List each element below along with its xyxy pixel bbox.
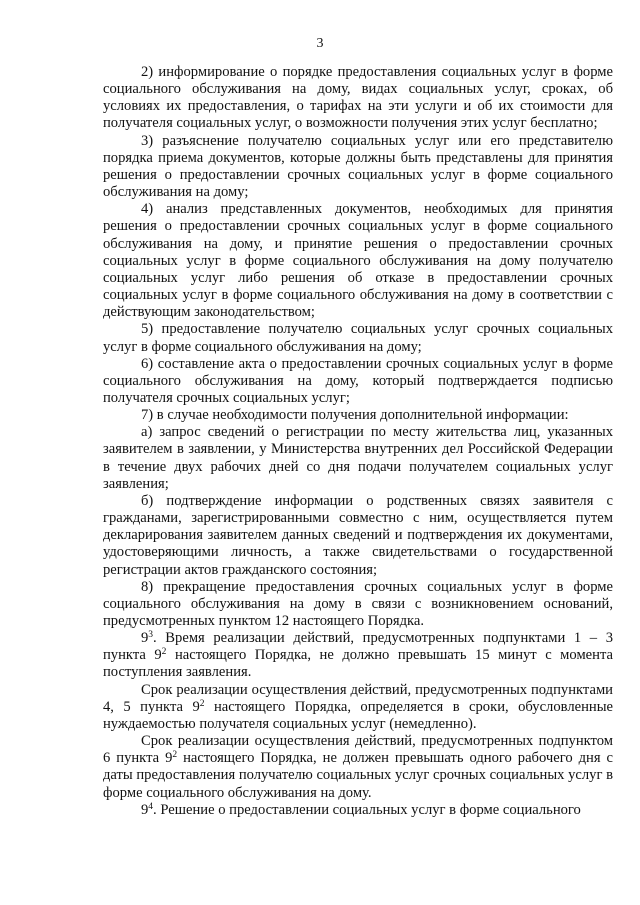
paragraph-term-2 bbox=[103, 733, 613, 802]
clause-superscript: 3 bbox=[148, 630, 154, 641]
page-number: 3 bbox=[316, 36, 324, 51]
paragraph-item-3: 3) разъяснение получателю социальных услуг или его представителю порядка приема документов, которые должны быть представлены для принятия решения о предоставлении срочных социальных услуг в форме социального обслуживания на дому; bbox=[103, 132, 613, 201]
paragraph-item-8: 8) прекращение предоставления срочных социальных услуг в форме социального обслуживания на дому в связи с возникновением оснований, предусмотренных пунктом 12 настоящего Порядка. bbox=[103, 578, 613, 629]
paragraph-item-7: 7) в случае необходимости получения дополнительной информации: bbox=[141, 407, 569, 424]
reference-superscript: 2 bbox=[161, 647, 167, 658]
reference-superscript: 2 bbox=[199, 698, 205, 709]
clause-superscript: 4 bbox=[148, 801, 154, 812]
paragraph-item-5: 5) предоставление получателю социальных услуг срочных социальных услуг в форме социального обслуживания на дому; bbox=[103, 321, 613, 355]
clause-text-part: Срок реализации осуществления действий, предусмотренных подпунктами 4, 5 пункта 9 bbox=[103, 681, 613, 715]
clause-text-part: настоящего Порядка, определяется в сроки, обусловленные нуждаемостью получателя социальных услуг (немедленно). bbox=[103, 698, 613, 732]
reference-superscript: 2 bbox=[172, 750, 178, 761]
paragraph-subitem-a: а) запрос сведений о регистрации по месту жительства лиц, указанных заявителем в заявлении, у Министерства внутренних дел Российской Федерации в течение двух рабочих дней со дня подачи получателем социальных услуг заявления; bbox=[103, 424, 613, 492]
clause-text-part: Срок реализации осуществления действий, предусмотренных подпунктом 6 пункта 9 bbox=[103, 733, 613, 767]
paragraph-9-4 bbox=[103, 802, 613, 819]
paragraph-item-6: 6) составление акта о предоставлении срочных социальных услуг в форме социального обслуживания на дому, который подтверждается подписью получателя срочных социальных услуг; bbox=[103, 355, 613, 406]
clause-text-part: настоящего Порядка, не должно превышать 15 минут с момента поступления заявления. bbox=[103, 647, 613, 681]
document-body bbox=[103, 64, 613, 819]
clause-text-part: . Время реализации действий, предусмотренных подпунктами 1 – 3 пункта 9 bbox=[103, 630, 613, 664]
paragraph-term-1 bbox=[103, 682, 613, 733]
clause-text-part: . Решение о предоставлении социальных услуг в форме социального bbox=[153, 801, 581, 818]
clause-number: 9 bbox=[141, 801, 149, 818]
paragraph-item-2: 2) информирование о порядке предоставления социальных услуг в форме социального обслуживания на дому, видах социальных услуг, сроках, об условиях их предоставления, о тарифах на эти услуги и об их стоимости для получателя социальных услуг, о возможности получения этих услуг бесплатно; bbox=[103, 64, 613, 132]
clause-number: 9 bbox=[141, 630, 149, 647]
paragraph-item-4: 4) анализ представленных документов, необходимых для принятия решения о предоставлении срочных социальных услуг в форме социального обслуживания на дому, и принятие решения о предоставлении срочных социальных услуг в форме социального обслуживания на дому получателю социальных услуг либо решения об отказе в предоставлении срочных социальных услуг в форме социального обслуживания на дому в соответствии с действующим законодательством; bbox=[103, 201, 613, 321]
clause-text-part: настоящего Порядка, не должен превышать одного рабочего дня с даты предоставления получателю социальных услуг срочных социальных услуг в форме социального обслуживания на дому. bbox=[103, 750, 613, 801]
paragraph-9-3 bbox=[103, 630, 613, 681]
paragraph-subitem-b: б) подтверждение информации о родственных связях заявителя с гражданами, зарегистрированными совместно с ним, осуществляется путем декларирования заявителем данных сведений и подтверждения их документами, удостоверяющими личность, а также свидетельствами о государственной регистрации актов гражданского состояния; bbox=[103, 492, 613, 578]
